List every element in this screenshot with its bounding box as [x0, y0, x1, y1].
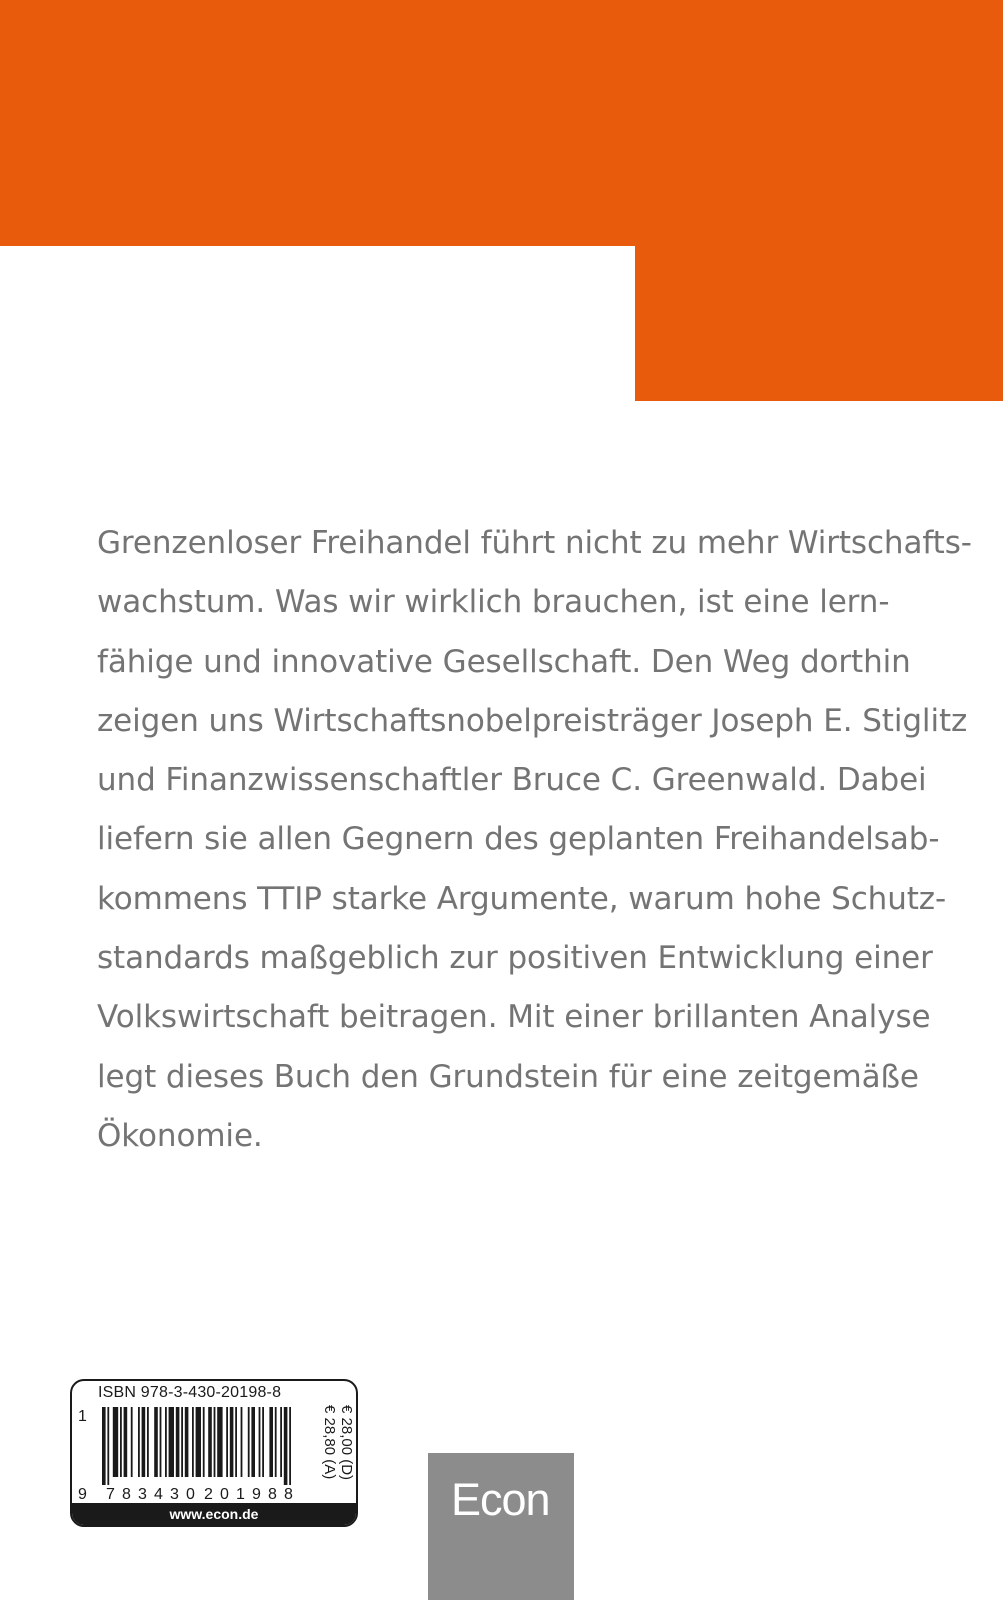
barcode-bar [217, 1407, 222, 1477]
barcode-digit: 3 [170, 1486, 179, 1503]
barcode-bar [185, 1407, 189, 1477]
econ-logo [428, 1453, 574, 1600]
barcode-bar [169, 1407, 174, 1477]
barcode-digits [106, 1486, 293, 1503]
barcode-bar [230, 1407, 234, 1477]
blurb-line: kommens TTIP starke Argumente, warum hohe Schutz- [97, 880, 947, 917]
barcode-digit: 0 [186, 1486, 195, 1503]
barcode-bar [259, 1407, 261, 1477]
barcode-bar [120, 1407, 122, 1477]
barcode-bar [181, 1407, 183, 1477]
barcode-digit: 9 [252, 1486, 261, 1503]
barcode-graphic [72, 1381, 356, 1505]
blurb-line: fähige und innovative Gesellschaft. Den Weg dorthin [97, 643, 911, 680]
barcode-bar [192, 1407, 194, 1477]
barcode-bar [241, 1407, 243, 1477]
barcode-digit: 2 [204, 1486, 213, 1503]
price-austria: € 28,80 (A) [321, 1405, 338, 1480]
barcode-bar [208, 1407, 212, 1477]
blurb-line: Ökonomie. [97, 1117, 263, 1154]
isbn-barcode-sticker [70, 1379, 358, 1527]
barcode-digit: 8 [284, 1486, 293, 1503]
barcode-bar [142, 1407, 146, 1477]
barcode-bar [248, 1407, 250, 1477]
isbn-label: ISBN 978-3-430-20198-8 [98, 1384, 282, 1401]
blurb-line: liefern sie allen Gegnern des geplanten Freihandelsab- [97, 821, 940, 858]
blurb-line: wachstum. Was wir wirklich brauchen, ist eine lern- [97, 584, 890, 621]
barcode-bar [214, 1407, 216, 1477]
barcode-bars [102, 1407, 291, 1485]
barcode-bar [275, 1407, 277, 1477]
barcode-bar [107, 1407, 109, 1485]
barcode-bar [147, 1407, 149, 1477]
barcode-bar [131, 1407, 133, 1477]
barcode-bar [284, 1407, 288, 1485]
back-cover-blurb [97, 514, 972, 1166]
barcode-digit: 7 [106, 1486, 115, 1503]
barcode-digit: 0 [220, 1486, 229, 1503]
blurb-line: legt dieses Buch den Grundstein für eine zeitgemäße [97, 1058, 919, 1095]
barcode-bar [138, 1407, 140, 1477]
barcode-bar [124, 1407, 128, 1477]
price-germany: € 28,00 (D) [338, 1405, 355, 1481]
barcode-bar [235, 1407, 237, 1477]
barcode-upper-digit: 1 [78, 1408, 87, 1425]
blurb-line: Volkswirtschaft beitragen. Mit einer brillanten Analyse [97, 999, 931, 1036]
orange-corner-block [635, 246, 1003, 401]
barcode-digit: 8 [268, 1486, 277, 1503]
blurb-line: zeigen uns Wirtschaftsnobelpreisträger Joseph E. Stiglitz [97, 702, 968, 739]
barcode-bar [154, 1407, 158, 1477]
barcode-digit: 3 [138, 1486, 147, 1503]
blurb-line: standards maßgeblich zur positiven Entwicklung einer [97, 940, 933, 977]
barcode-bar [196, 1407, 201, 1477]
barcode-bar [269, 1407, 273, 1477]
barcode-digit: 1 [236, 1486, 245, 1503]
barcode-bar [289, 1407, 291, 1485]
barcode-bar [113, 1407, 118, 1477]
barcode-bar [203, 1407, 205, 1477]
barcode-digit: 8 [122, 1486, 131, 1503]
orange-top-band [0, 0, 1003, 246]
barcode-bar [280, 1407, 282, 1477]
barcode-lead-digit: 9 [78, 1486, 87, 1503]
blurb-line: Grenzenloser Freihandel führt nicht zu mehr Wirtschafts- [97, 525, 972, 561]
barcode-bar [176, 1407, 180, 1477]
barcode-digit: 4 [154, 1486, 163, 1503]
barcode-bar [165, 1407, 167, 1477]
barcode-bar [262, 1407, 264, 1477]
barcode-bar [251, 1407, 255, 1477]
price-block [319, 1405, 355, 1497]
econ-logo-text: Econ [451, 1474, 550, 1525]
blurb-line: und Finanzwissenschaftler Bruce C. Greenwald. Dabei [97, 762, 927, 799]
barcode-bar [102, 1407, 106, 1485]
publisher-website: www.econ.de [72, 1503, 356, 1525]
barcode-bar [160, 1407, 162, 1477]
barcode-bar [226, 1407, 228, 1477]
